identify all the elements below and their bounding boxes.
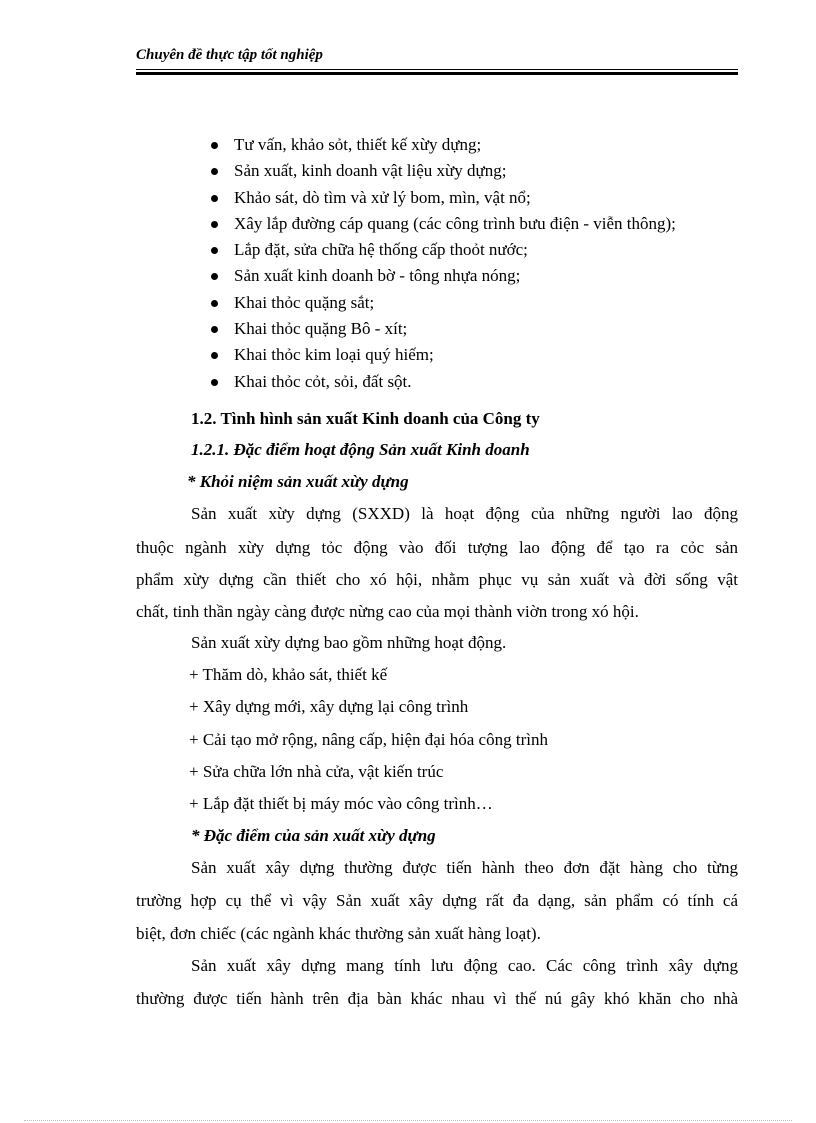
concept-heading: * Khỏi niệm sản xuất xừy dựng xyxy=(187,472,409,491)
subsection-heading: 1.2.1. Đặc điểm hoạt động Sản xuất Kinh doanh xyxy=(191,440,530,459)
features-heading: * Đặc điểm của sản xuất xừy dựng xyxy=(191,826,436,845)
bullet-icon xyxy=(211,273,218,280)
paragraph-line: phẩm xừy dựng cần thiết cho xó hội, nhằm phục vụ sản xuất và đời sống vật xyxy=(136,570,738,589)
page-bottom-border xyxy=(24,1120,792,1121)
bullet-icon xyxy=(211,168,218,175)
paragraph-line: thường được tiến hành trên địa bàn khác nhau vì thế nú gây khó khăn cho nhà xyxy=(136,989,738,1008)
activity-item: + Xây dựng mới, xây dựng lại công trình xyxy=(189,697,469,716)
header-rule-thin xyxy=(136,69,738,70)
section-heading: 1.2. Tình hình sản xuất Kinh doanh của Công ty xyxy=(191,409,540,428)
paragraph-line: Sản xuất xây dựng thường được tiến hành theo đơn đặt hàng cho từng xyxy=(191,858,738,877)
list-item: Khai thỏc quặng Bô - xít; xyxy=(209,316,749,342)
list-item: Tư vấn, khảo sỏt, thiết kế xừy dựng; xyxy=(209,132,749,158)
activity-item: + Sửa chữa lớn nhà cửa, vật kiến trúc xyxy=(189,762,444,781)
bullet-icon xyxy=(211,221,218,228)
list-item: Khai thỏc kim loại quý hiếm; xyxy=(209,342,749,368)
list-item: Sản xuất, kinh doanh vật liệu xừy dựng; xyxy=(209,158,749,184)
bullet-icon xyxy=(211,326,218,333)
paragraph-line: thuộc ngành xừy dựng tỏc động vào đối tượng lao động để tạo ra cỏc sản xyxy=(136,538,738,557)
header-rule-thick xyxy=(136,72,738,75)
paragraph-line: Sản xuất xây dựng mang tính lưu động cao. Các công trình xây dựng xyxy=(191,956,738,975)
business-lines-list xyxy=(209,132,749,395)
includes-intro: Sản xuất xừy dựng bao gồm những hoạt động. xyxy=(191,633,507,652)
paragraph-line: Sản xuất xừy dựng (SXXD) là hoạt động của những người lao động xyxy=(191,504,738,523)
bullet-icon xyxy=(211,300,218,307)
paragraph-line: biệt, đơn chiếc (các ngành khác thường sản xuất hàng loạt). xyxy=(136,924,541,943)
activity-item: + Lắp đặt thiết bị máy móc vào công trình… xyxy=(189,794,493,813)
list-item: Khai thỏc quặng sắt; xyxy=(209,290,749,316)
list-item: Xây lắp đường cáp quang (các công trình bưu điện - viễn thông); xyxy=(209,211,749,237)
list-item: Sản xuất kinh doanh bờ - tông nhựa nóng; xyxy=(209,263,749,289)
bullet-icon xyxy=(211,352,218,359)
page-header-title: Chuyên đề thực tập tốt nghiệp xyxy=(136,47,323,63)
bullet-icon xyxy=(211,379,218,386)
activity-item: + Thăm dò, khảo sát, thiết kế xyxy=(189,665,388,684)
list-item: Khảo sát, dò tìm và xử lý bom, mìn, vật nổ; xyxy=(209,185,749,211)
activity-item: + Cải tạo mở rộng, nâng cấp, hiện đại hóa công trình xyxy=(189,730,548,749)
list-item: Lắp đặt, sửa chữa hệ thống cấp thoỏt nước; xyxy=(209,237,749,263)
paragraph-line: trường hợp cụ thể vì vậy Sản xuất xây dựng rất đa dạng, sản phẩm có tính cá xyxy=(136,891,738,910)
bullet-icon xyxy=(211,195,218,202)
paragraph-line: chất, tinh thần ngày càng được nừng cao của mọi thành viờn trong xó hội. xyxy=(136,602,639,621)
list-item: Khai thỏc cỏt, sỏi, đất sột. xyxy=(209,369,749,395)
bullet-icon xyxy=(211,247,218,254)
bullet-icon xyxy=(211,142,218,149)
